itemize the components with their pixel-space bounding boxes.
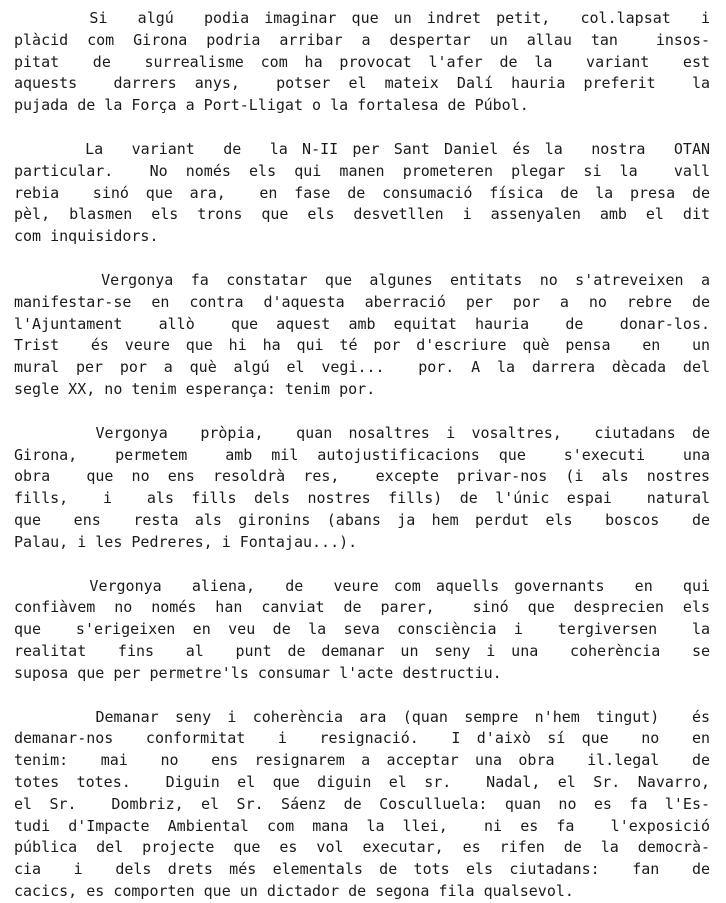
text-line: rebia sinó que ara, en fase de consumació física de la presa de [14,183,710,202]
paragraph-4 [14,423,710,554]
text-line: pèl, blasmen els trons que els desvetllen i assenyalen amb el dit [14,205,710,224]
text-line: que s'erigeixen en veu de la seva consciència i tergiversen la [14,620,710,639]
text-line: confiàvem no només han canviat de parer, sinó que desprecien els [14,598,710,617]
text-line: La variant de la N-II per Sant Daniel és la nostra OTAN [14,139,710,158]
text-line: Demanar seny i coherència ara (quan sempre n'hem tingut) és [14,707,710,726]
text-line: mural per por a què algú el vegi... por. A la darrera dècada del [14,358,710,377]
text-line: plàcid com Girona podria arribar a despertar un allau tan insos- [14,30,710,49]
text-line: manifestar-se en contra d'aquesta aberració per por a no rebre de [14,292,710,311]
text-line: cacics, es comporten que un dictador de segona fila qualsevol. [14,881,574,900]
text-line: Vergonya pròpia, quan nosaltres i vosaltres, ciutadans de [14,423,710,442]
paragraph-1 [14,8,710,117]
text-line: Vergonya aliena, de veure com aquells governants en qui [14,576,710,595]
text-line: Girona, permetem amb mil autojustificacions que s'executi una [14,445,710,464]
text-line: pública del projecte que es vol executar, es rifen de la democrà- [14,838,710,857]
text-line: l'Ajuntament allò que aquest amb equitat hauria de donar-los. [14,314,710,333]
text-line: totes totes. Diguin el que diguin el sr. Nadal, el Sr. Navarro, [14,772,710,791]
text-line: suposa que per permetre'ls consumar l'acte destructiu. [14,663,502,682]
text-line: Trist és veure que hi ha qui té por d'escriure què pensa en un [14,336,710,355]
text-line: fills, i als fills dels nostres fills) de l'únic espai natural [14,489,710,508]
text-line: el Sr. Dombriz, el Sr. Sáenz de Cosculluela: quan no es fa l'Es- [14,794,710,813]
text-line: pitat de surrealisme com ha provocat l'afer de la variant est [14,52,710,71]
text-line: realitat fins al punt de demanar un seny i una coherència se [14,641,710,660]
text-line: cia i dels drets més elementals de tots els ciutadans: fan de [14,860,710,879]
text-line: aquests darrers anys, potser el mateix Dalí hauria preferit la [14,74,710,93]
paragraph-6 [14,707,710,903]
text-line: segle XX, no tenim esperança: tenim por. [14,379,376,398]
text-line: particular. No només els qui manen prometeren plegar si la vall [14,161,710,180]
text-line: Si algú podia imaginar que un indret petit, col.lapsat i [14,9,710,27]
paragraph-5 [14,576,710,685]
text-line: que ens resta als gironins (abans ja hem perdut els boscos de [14,510,710,529]
text-line: pujada de la Força a Port-Lligat o la fortalesa de Púbol. [14,96,529,115]
text-line: tudi d'Impacte Ambiental com mana la llei, ni es fa l'exposició [14,816,710,835]
text-line: demanar-nos conformitat i resignació. I d'això sí que no en [14,729,710,748]
text-line: Palau, i les Pedreres, i Fontajau...). [14,532,358,551]
paragraph-3 [14,270,710,401]
text-line: Vergonya fa constatar que algunes entitats no s'atreveixen a [14,270,710,289]
text-line: obra que no ens resoldrà res, excepte privar-nos (i als nostres [14,467,710,486]
text-line: com inquisidors. [14,227,159,246]
text-line: tenim: mai no ens resignarem a acceptar una obra il.legal de [14,751,710,770]
paragraph-2 [14,139,710,248]
